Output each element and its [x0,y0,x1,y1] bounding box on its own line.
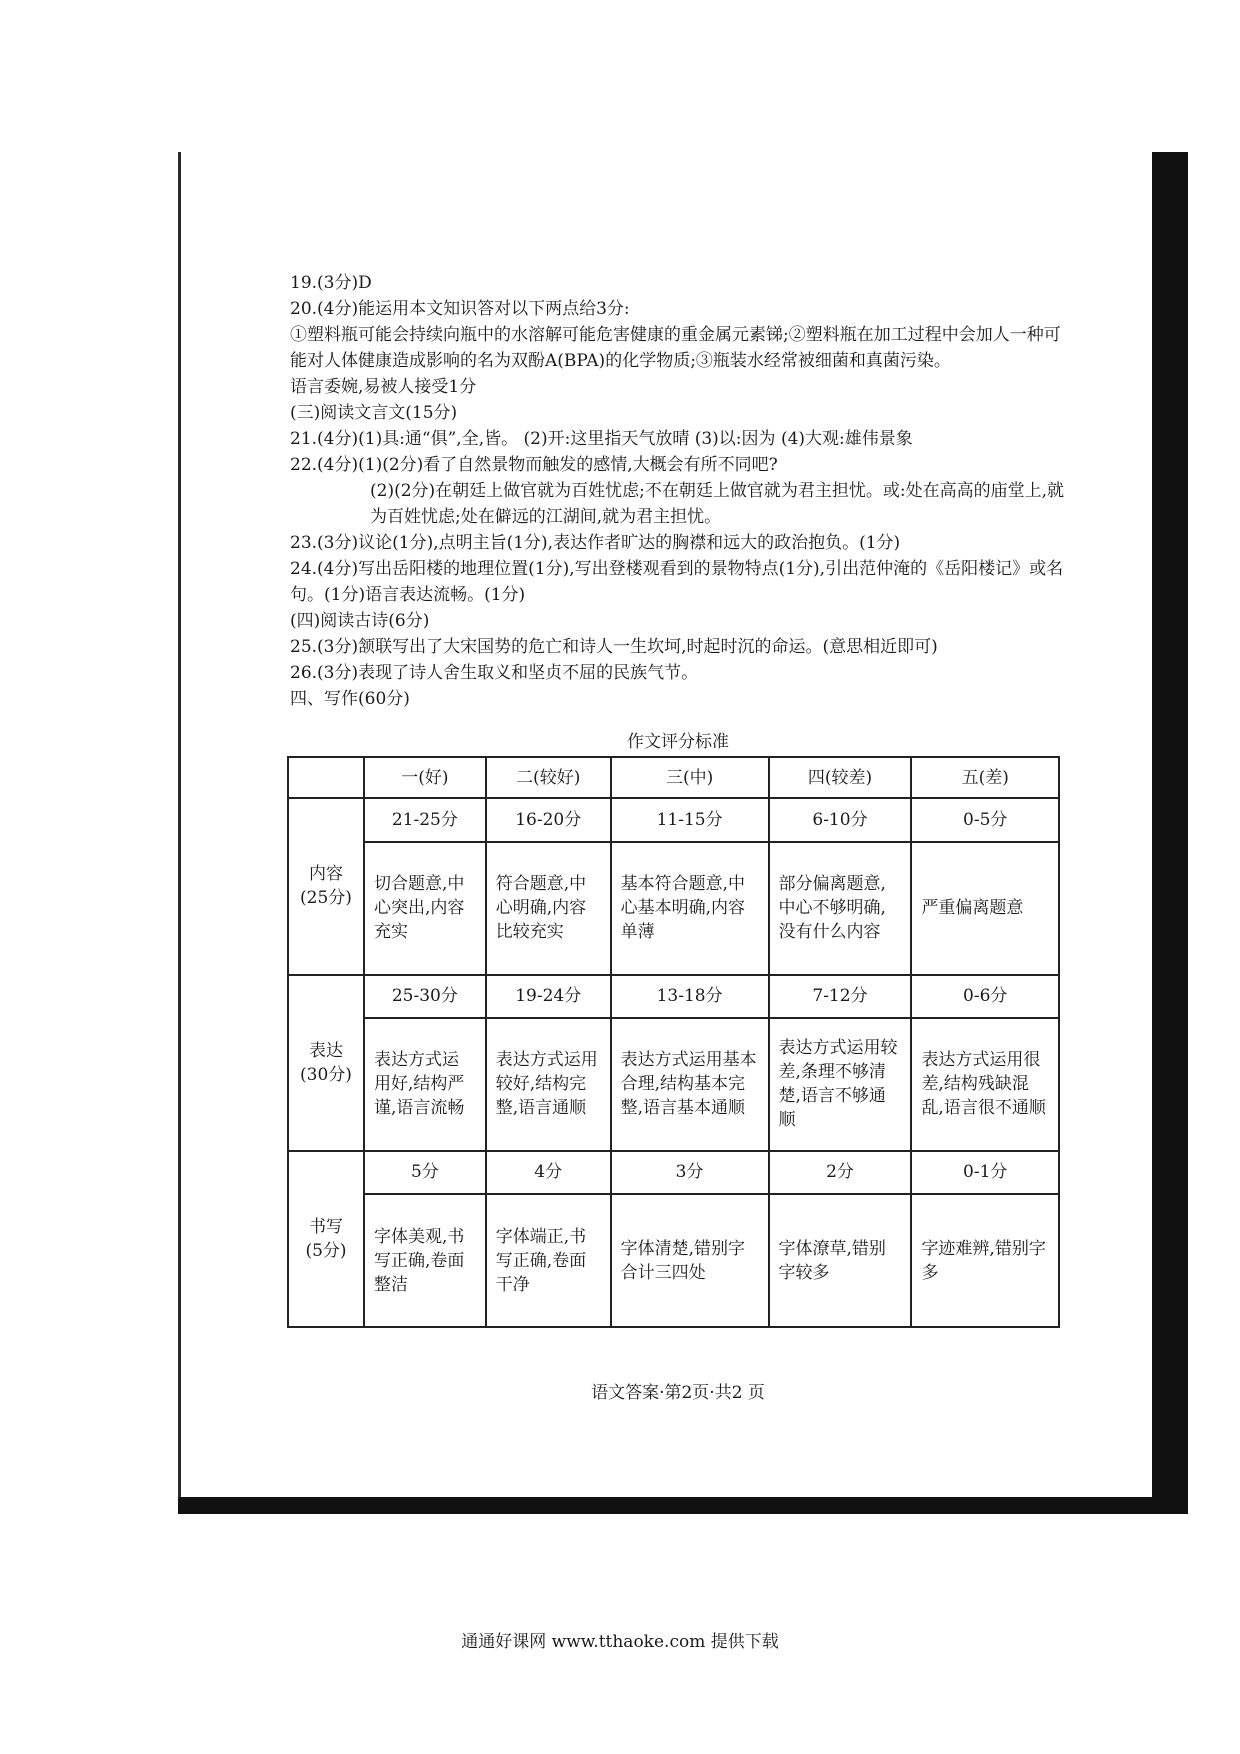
criteria-cell: 符合题意,中心明确,内容比较充实 [486,842,611,975]
answer-q20-body: ①塑料瓶可能会持续向瓶中的水溶解可能危害健康的重金属元素锑;②塑料瓶在加工过程中会加人一种可能对人体健康造成影响的名为双酚A(BPA)的化学物质;③瓶装水经常被细菌和真菌污染。 [290,325,1061,371]
score-cell: 0-6分 [911,975,1059,1019]
header-cell-level-5: 五(差) [911,757,1059,798]
table-header-row [288,757,1059,798]
criteria-cell: 字体清楚,错别字合计三四处 [611,1194,769,1327]
criteria-cell: 切合题意,中心突出,内容充实 [364,842,486,975]
header-cell-level-3: 三(中) [611,757,769,798]
section-classical-reading: (三)阅读文言文(15分) [290,403,458,423]
header-cell-level-2: 二(较好) [486,757,611,798]
score-cell: 19-24分 [486,975,611,1019]
score-cell: 21-25分 [364,798,486,842]
criteria-cell: 部分偏离题意,中心不够明确,没有什么内容 [769,842,912,975]
answer-q26: 26.(3分)表现了诗人舍生取义和坚贞不屈的民族气节。 [290,663,699,683]
answer-q20-lang: 语言委婉,易被人接受1分 [290,377,477,397]
table-row-content-criteria [288,842,1059,975]
score-cell: 2分 [769,1151,912,1195]
download-credit: 通通好课网 www.tthaoke.com 提供下载 [461,1632,779,1652]
score-cell: 16-20分 [486,798,611,842]
score-cell: 0-1分 [911,1151,1059,1195]
grading-table [287,756,1060,1328]
row-label-content: 内容 (25分) [288,798,364,974]
criteria-cell: 表达方式运用较好,结构完整,语言通顺 [486,1018,611,1151]
answer-content [290,270,1070,712]
section-poetry-reading: (四)阅读古诗(6分) [290,611,430,631]
criteria-cell: 基本符合题意,中心基本明确,内容单薄 [611,842,769,975]
table-title: 作文评分标准 [627,732,729,752]
score-cell: 7-12分 [769,975,912,1019]
score-cell: 6-10分 [769,798,912,842]
criteria-cell: 表达方式运用基本合理,结构基本完整,语言基本通顺 [611,1018,769,1151]
criteria-cell: 表达方式运用很差,结构残缺混乱,语言很不通顺 [911,1018,1059,1151]
score-cell: 3分 [611,1151,769,1195]
row-label-expression: 表达 (30分) [288,975,364,1151]
header-cell-level-1: 一(好) [364,757,486,798]
answer-q25: 25.(3分)颔联写出了大宋国势的危亡和诗人一生坎坷,时起时沉的命运。(意思相近即可) [290,637,938,657]
score-cell: 4分 [486,1151,611,1195]
criteria-cell: 严重偏离题意 [911,842,1059,975]
table-row-expression-criteria [288,1018,1059,1151]
page-footer: 语文答案·第2页·共2 页 [591,1383,765,1403]
table-row-handwriting-criteria [288,1194,1059,1327]
scan-border-left [178,152,181,1498]
answer-q24: 24.(4分)写出岳阳楼的地理位置(1分),写出登楼观看到的景物特点(1分),引出范仲淹的《岳阳楼记》或名句。(1分)语言表达流畅。(1分) [290,559,1064,605]
answer-q20-head: 20.(4分)能运用本文知识答对以下两点给3分: [290,299,630,319]
table-row-content-scores [288,798,1059,842]
scan-border-bottom [178,1497,1188,1514]
score-cell: 5分 [364,1151,486,1195]
score-cell: 13-18分 [611,975,769,1019]
criteria-cell: 字迹难辨,错别字多 [911,1194,1059,1327]
score-cell: 0-5分 [911,798,1059,842]
row-label-handwriting: 书写 (5分) [288,1151,364,1327]
answer-q23: 23.(3分)议论(1分),点明主旨(1分),表达作者旷达的胸襟和远大的政治抱负。(1分) [290,533,901,553]
header-cell-empty [288,757,364,798]
table-row-expression-scores [288,975,1059,1019]
criteria-cell: 表达方式运用好,结构严谨,语言流畅 [364,1018,486,1151]
score-cell: 11-15分 [611,798,769,842]
answer-q22-2: (2)(2分)在朝廷上做官就为百姓忧虑;不在朝廷上做官就为君主担忧。或:处在高高的庙堂上,就为百姓忧虑;处在僻远的江湖间,就为君主担忧。 [370,481,1065,527]
criteria-cell: 字体美观,书写正确,卷面整洁 [364,1194,486,1327]
answer-q22-1: 22.(4分)(1)(2分)看了自然景物而触发的感情,大概会有所不同吧? [290,455,778,475]
score-cell: 25-30分 [364,975,486,1019]
answer-q21: 21.(4分)(1)具:通“俱”,全,皆。 (2)开:这里指天气放晴 (3)以:因为 (4)大观:雄伟景象 [290,429,913,449]
criteria-cell: 表达方式运用较差,条理不够清楚,语言不够通顺 [769,1018,912,1151]
header-cell-level-4: 四(较差) [769,757,912,798]
criteria-cell: 字体端正,书写正确,卷面干净 [486,1194,611,1327]
criteria-cell: 字体潦草,错别字较多 [769,1194,912,1327]
answer-q19: 19.(3分)D [290,273,372,293]
scan-border-right [1152,152,1188,1514]
section-writing: 四、写作(60分) [290,689,410,709]
table-row-handwriting-scores [288,1151,1059,1195]
